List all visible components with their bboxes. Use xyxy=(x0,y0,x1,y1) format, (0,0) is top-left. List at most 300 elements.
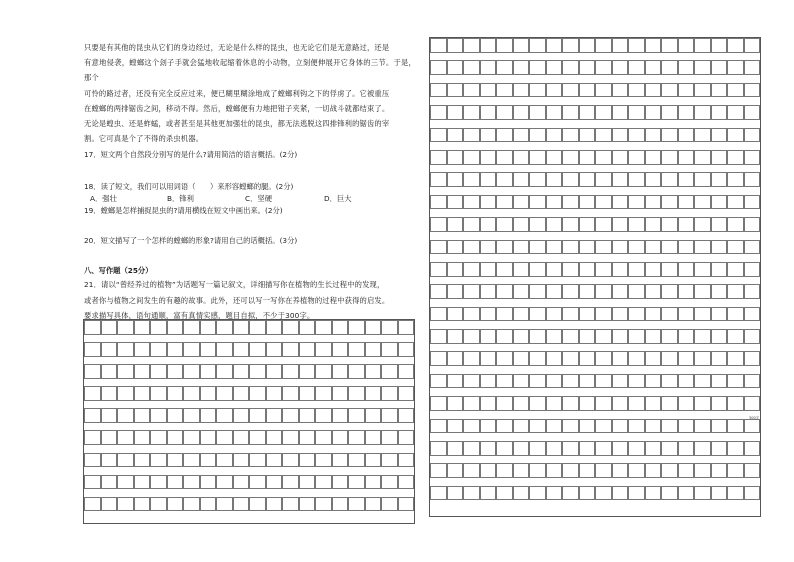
grid-cell xyxy=(398,408,415,423)
grid-cell xyxy=(513,307,530,322)
grid-cell xyxy=(744,374,761,389)
grid-cell xyxy=(694,217,711,232)
grid-cell xyxy=(546,105,563,120)
grid-cell xyxy=(727,150,744,165)
grid-cell xyxy=(579,441,596,456)
grid-cell xyxy=(315,430,332,445)
grid-cell xyxy=(447,486,464,501)
grid-row-gap xyxy=(430,53,760,61)
grid-cell xyxy=(299,364,316,379)
grid-cell xyxy=(595,240,612,255)
grid-cell xyxy=(612,329,629,344)
grid-cell xyxy=(727,128,744,143)
grid-cell xyxy=(200,430,217,445)
grid-cell xyxy=(430,105,447,120)
grid-cell xyxy=(117,342,134,357)
grid-cell xyxy=(529,128,546,143)
grid-cell xyxy=(513,83,530,98)
grid-cell xyxy=(711,128,728,143)
grid-cell xyxy=(266,430,283,445)
grid-cell xyxy=(661,217,678,232)
grid-cell xyxy=(282,386,299,401)
grid-cell xyxy=(398,475,415,490)
grid-row-gap xyxy=(430,388,760,396)
grid-cell xyxy=(628,284,645,299)
grid-cell xyxy=(678,217,695,232)
grid-cell xyxy=(447,105,464,120)
grid-cell xyxy=(628,463,645,478)
grid-cell xyxy=(579,463,596,478)
grid-cell xyxy=(398,430,415,445)
grid-cell xyxy=(661,150,678,165)
grid-cell xyxy=(529,329,546,344)
grid-cell xyxy=(381,430,398,445)
grid-cell xyxy=(233,408,250,423)
grid-cell xyxy=(101,497,118,512)
grid-row-gap xyxy=(430,411,760,419)
grid-cell xyxy=(233,364,250,379)
grid-cell xyxy=(628,441,645,456)
grid-cell xyxy=(727,284,744,299)
grid-cell xyxy=(134,453,151,468)
grid-cell xyxy=(661,128,678,143)
grid-cell xyxy=(661,83,678,98)
grid-row-gap xyxy=(430,232,760,240)
grid-cell xyxy=(678,83,695,98)
grid-cell xyxy=(628,396,645,411)
grid-cell xyxy=(167,430,184,445)
grid-cell xyxy=(447,463,464,478)
grid-cell xyxy=(480,396,497,411)
grid-cell xyxy=(463,128,480,143)
grid-cell xyxy=(546,150,563,165)
grid-cell xyxy=(562,60,579,75)
grid-cell xyxy=(711,351,728,366)
grid-cell xyxy=(645,441,662,456)
grid-cell xyxy=(200,475,217,490)
grid-cell xyxy=(711,60,728,75)
grid-cell xyxy=(727,262,744,277)
grid-cell xyxy=(266,497,283,512)
grid-cell xyxy=(150,342,167,357)
grid-cell xyxy=(645,105,662,120)
grid-cell xyxy=(183,453,200,468)
grid-cell xyxy=(678,128,695,143)
grid-cell xyxy=(216,430,233,445)
grid-cell xyxy=(365,364,382,379)
grid-cell xyxy=(348,408,365,423)
grid-cell xyxy=(595,374,612,389)
grid-cell xyxy=(744,60,761,75)
grid-cell xyxy=(463,486,480,501)
grid-cell xyxy=(134,320,151,335)
grid-cell xyxy=(645,240,662,255)
grid-cell xyxy=(299,386,316,401)
grid-cell xyxy=(727,351,744,366)
grid-cell xyxy=(562,486,579,501)
grid-cell xyxy=(150,408,167,423)
grid-cell xyxy=(711,441,728,456)
grid-cell xyxy=(546,60,563,75)
grid-cell xyxy=(562,38,579,53)
grid-cell xyxy=(595,105,612,120)
grid-cell xyxy=(562,396,579,411)
grid-cell xyxy=(562,105,579,120)
grid-cell xyxy=(299,342,316,357)
grid-cell xyxy=(513,441,530,456)
grid-cell xyxy=(480,307,497,322)
grid-cell xyxy=(727,172,744,187)
grid-cell xyxy=(365,497,382,512)
grid-cell xyxy=(513,284,530,299)
grid-cell xyxy=(612,284,629,299)
grid-cell xyxy=(266,408,283,423)
grid-cell xyxy=(546,195,563,210)
grid-cell xyxy=(233,475,250,490)
grid-cell xyxy=(678,307,695,322)
grid-cell xyxy=(612,486,629,501)
grid-cell xyxy=(628,419,645,434)
grid-cell xyxy=(628,240,645,255)
grid-cell xyxy=(332,364,349,379)
grid-cell xyxy=(332,497,349,512)
grid-cell xyxy=(200,408,217,423)
grid-cell xyxy=(84,342,101,357)
grid-cell xyxy=(711,486,728,501)
grid-cell xyxy=(595,150,612,165)
grid-cell xyxy=(430,195,447,210)
grid-cell xyxy=(612,463,629,478)
grid-cell xyxy=(266,386,283,401)
grid-cell xyxy=(315,497,332,512)
grid-cell xyxy=(711,374,728,389)
grid-cell xyxy=(463,240,480,255)
grid-cell xyxy=(678,396,695,411)
grid-cell xyxy=(612,195,629,210)
grid-cell xyxy=(562,262,579,277)
grid-cell xyxy=(463,83,480,98)
grid-cell xyxy=(430,128,447,143)
grid-row-gap xyxy=(430,456,760,464)
option-b: B．锋利 xyxy=(167,194,194,204)
grid-cell xyxy=(447,419,464,434)
grid-cell xyxy=(645,329,662,344)
grid-cell xyxy=(249,364,266,379)
grid-cell xyxy=(612,105,629,120)
grid-cell xyxy=(496,262,513,277)
grid-cell xyxy=(529,150,546,165)
grid-cell xyxy=(430,441,447,456)
grid-cell xyxy=(546,396,563,411)
grid-cell xyxy=(744,329,761,344)
grid-cell xyxy=(595,128,612,143)
grid-cell xyxy=(447,172,464,187)
grid-cell xyxy=(612,60,629,75)
grid-cell xyxy=(744,307,761,322)
grid-cell xyxy=(134,364,151,379)
grid-cell xyxy=(694,172,711,187)
grid-cell xyxy=(628,374,645,389)
grid-cell xyxy=(595,307,612,322)
grid-row-gap xyxy=(430,187,760,195)
grid-cell xyxy=(678,374,695,389)
grid-cell xyxy=(200,497,217,512)
grid-row-gap xyxy=(84,379,414,387)
grid-row-gap xyxy=(84,445,414,453)
grid-cell xyxy=(348,497,365,512)
grid-cell xyxy=(579,396,596,411)
grid-cell xyxy=(579,240,596,255)
grid-cell xyxy=(529,307,546,322)
grid-cell xyxy=(694,150,711,165)
grid-cell xyxy=(183,386,200,401)
grid-cell xyxy=(398,497,415,512)
grid-cell xyxy=(365,408,382,423)
grid-cell xyxy=(645,284,662,299)
grid-cell xyxy=(315,320,332,335)
grid-cell xyxy=(711,262,728,277)
grid-cell xyxy=(513,463,530,478)
grid-cell xyxy=(463,463,480,478)
grid-cell xyxy=(480,83,497,98)
grid-cell xyxy=(447,240,464,255)
grid-cell xyxy=(744,105,761,120)
grid-cell xyxy=(430,419,447,434)
grid-row-gap xyxy=(84,401,414,409)
question-21-line: 要求描写具体，语句通顺，富有真情实感，题目自拟，不少于300字。 xyxy=(84,310,315,320)
grid-cell xyxy=(183,497,200,512)
grid-cell xyxy=(84,453,101,468)
grid-cell xyxy=(463,217,480,232)
grid-cell xyxy=(678,486,695,501)
grid-cell xyxy=(529,441,546,456)
grid-cell xyxy=(249,497,266,512)
grid-cell xyxy=(661,105,678,120)
grid-cell xyxy=(727,374,744,389)
grid-cell xyxy=(365,430,382,445)
grid-cell xyxy=(678,150,695,165)
grid-cell xyxy=(546,38,563,53)
grid-cell xyxy=(381,453,398,468)
grid-cell xyxy=(513,396,530,411)
grid-cell xyxy=(101,320,118,335)
grid-cell xyxy=(447,150,464,165)
question-17: 17．短文两个自然段分别写的是什么?请用简洁的语言概括。(2分) xyxy=(84,150,298,160)
grid-cell xyxy=(579,374,596,389)
grid-cell xyxy=(348,320,365,335)
grid-cell xyxy=(579,105,596,120)
grid-cell xyxy=(595,38,612,53)
grid-cell xyxy=(711,150,728,165)
grid-cell xyxy=(447,307,464,322)
grid-cell xyxy=(513,172,530,187)
grid-cell xyxy=(645,195,662,210)
grid-cell xyxy=(661,307,678,322)
grid-cell xyxy=(183,320,200,335)
grid-cell xyxy=(678,419,695,434)
grid-cell xyxy=(562,329,579,344)
grid-cell xyxy=(711,195,728,210)
grid-cell xyxy=(480,374,497,389)
grid-cell xyxy=(727,307,744,322)
grid-cell xyxy=(183,342,200,357)
grid-cell xyxy=(117,453,134,468)
grid-cell xyxy=(430,217,447,232)
grid-cell xyxy=(150,320,167,335)
grid-cell xyxy=(513,128,530,143)
grid-cell xyxy=(496,240,513,255)
grid-cell xyxy=(480,172,497,187)
grid-cell xyxy=(661,329,678,344)
grid-cell xyxy=(134,497,151,512)
grid-cell xyxy=(233,342,250,357)
grid-cell xyxy=(579,128,596,143)
grid-cell xyxy=(183,408,200,423)
grid-cell xyxy=(579,329,596,344)
grid-cell xyxy=(579,60,596,75)
grid-cell xyxy=(694,396,711,411)
grid-cell xyxy=(430,307,447,322)
grid-cell xyxy=(595,419,612,434)
grid-cell xyxy=(496,419,513,434)
grid-cell xyxy=(430,38,447,53)
grid-cell xyxy=(727,396,744,411)
grid-cell xyxy=(612,83,629,98)
grid-cell xyxy=(134,475,151,490)
grid-cell xyxy=(480,240,497,255)
grid-cell xyxy=(562,150,579,165)
grid-cell xyxy=(430,83,447,98)
grid-cell xyxy=(628,195,645,210)
grid-cell xyxy=(562,351,579,366)
grid-cell xyxy=(661,419,678,434)
grid-cell xyxy=(727,83,744,98)
grid-cell xyxy=(348,453,365,468)
grid-cell xyxy=(282,430,299,445)
grid-cell xyxy=(562,284,579,299)
grid-cell xyxy=(430,172,447,187)
grid-cell xyxy=(744,262,761,277)
grid-cell xyxy=(101,475,118,490)
grid-cell xyxy=(266,342,283,357)
grid-cell xyxy=(678,172,695,187)
grid-cell xyxy=(496,441,513,456)
grid-cell xyxy=(447,284,464,299)
grid-cell xyxy=(496,463,513,478)
grid-cell xyxy=(167,364,184,379)
grid-cell xyxy=(463,396,480,411)
grid-cell xyxy=(546,217,563,232)
grid-cell xyxy=(200,364,217,379)
grid-cell xyxy=(299,475,316,490)
grid-cell xyxy=(167,320,184,335)
grid-cell xyxy=(134,342,151,357)
grid-cell xyxy=(546,419,563,434)
passage-line: 割。它可真是个了不得的杀虫机器。 xyxy=(84,134,204,144)
passage-line: 可怜的路过者，还没有完全反应过来，便已糊里糊涂地成了螳螂利钩之下的俘虏了。它被重压 xyxy=(84,88,390,98)
grid-cell xyxy=(595,284,612,299)
grid-cell xyxy=(645,83,662,98)
grid-cell xyxy=(398,364,415,379)
grid-cell xyxy=(727,105,744,120)
grid-cell xyxy=(315,364,332,379)
grid-row-gap xyxy=(84,335,414,343)
grid-cell xyxy=(430,60,447,75)
grid-cell xyxy=(678,284,695,299)
grid-cell xyxy=(711,396,728,411)
grid-cell xyxy=(546,128,563,143)
grid-cell xyxy=(744,441,761,456)
grid-cell xyxy=(249,386,266,401)
grid-cell xyxy=(430,463,447,478)
grid-cell xyxy=(546,262,563,277)
grid-cell xyxy=(595,463,612,478)
grid-cell xyxy=(480,486,497,501)
grid-cell xyxy=(233,320,250,335)
grid-cell xyxy=(711,284,728,299)
grid-cell xyxy=(332,408,349,423)
grid-cell xyxy=(463,262,480,277)
grid-cell xyxy=(496,396,513,411)
grid-cell xyxy=(365,342,382,357)
grid-cell xyxy=(463,172,480,187)
grid-cell xyxy=(447,128,464,143)
grid-cell xyxy=(727,486,744,501)
grid-cell xyxy=(430,240,447,255)
writing-grid-left xyxy=(83,319,415,524)
grid-cell xyxy=(134,386,151,401)
grid-cell xyxy=(645,128,662,143)
grid-cell xyxy=(496,374,513,389)
grid-cell xyxy=(496,128,513,143)
grid-cell xyxy=(117,475,134,490)
grid-cell xyxy=(480,284,497,299)
grid-cell xyxy=(694,486,711,501)
grid-cell xyxy=(150,386,167,401)
grid-cell xyxy=(694,195,711,210)
grid-row-gap xyxy=(430,165,760,173)
grid-cell xyxy=(463,105,480,120)
grid-cell xyxy=(381,497,398,512)
grid-cell xyxy=(546,486,563,501)
grid-cell xyxy=(513,150,530,165)
question-19: 19．螳螂是怎样捕捉昆虫的?请用横线在短文中画出来。(2分) xyxy=(84,206,283,216)
grid-cell xyxy=(332,430,349,445)
grid-cell xyxy=(134,408,151,423)
grid-cell xyxy=(694,60,711,75)
grid-cell xyxy=(496,60,513,75)
grid-cell xyxy=(661,284,678,299)
grid-cell xyxy=(167,475,184,490)
grid-cell xyxy=(546,351,563,366)
grid-cell xyxy=(266,453,283,468)
grid-cell xyxy=(727,60,744,75)
grid-cell xyxy=(678,441,695,456)
grid-cell xyxy=(117,364,134,379)
grid-cell xyxy=(711,38,728,53)
grid-cell xyxy=(167,453,184,468)
grid-cell xyxy=(496,150,513,165)
grid-cell xyxy=(694,441,711,456)
grid-cell xyxy=(101,386,118,401)
grid-cell xyxy=(266,320,283,335)
grid-cell xyxy=(744,172,761,187)
grid-cell xyxy=(447,262,464,277)
option-a: A．强壮 xyxy=(90,194,117,204)
grid-cell xyxy=(562,307,579,322)
grid-cell xyxy=(365,453,382,468)
grid-cell xyxy=(381,408,398,423)
